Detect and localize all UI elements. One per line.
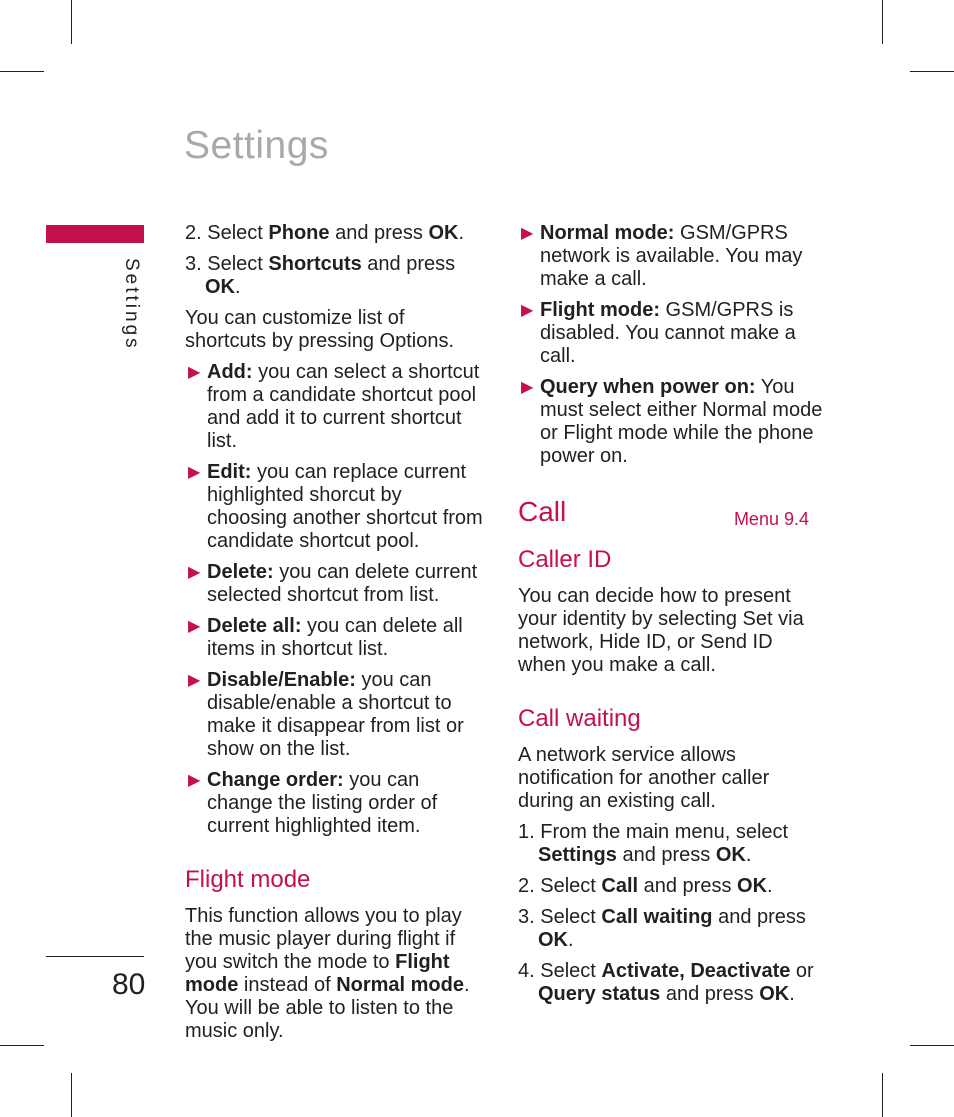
bullet-item: ▶ Delete: you can delete current selected shortcut from list. bbox=[188, 561, 478, 606]
crop-mark bbox=[882, 1073, 883, 1117]
step-item: 2. Select Phone and press OK. bbox=[185, 222, 465, 244]
crop-mark bbox=[910, 71, 954, 72]
bullet-item: ▶ Add: you can select a shortcut from a candidate shortcut pool and add it to current shortcut list. bbox=[188, 361, 480, 452]
crop-mark bbox=[882, 0, 883, 44]
crop-mark bbox=[71, 0, 72, 44]
left-column bbox=[185, 222, 485, 1051]
arrow-right-icon: ▶ bbox=[521, 225, 534, 242]
arrow-right-icon: ▶ bbox=[521, 302, 534, 319]
step-item: 1. From the main menu, select Settings and press OK. bbox=[518, 821, 789, 866]
flight-mode-text: This function allows you to play the music player during flight if you switch the mode to Flight mode instead of Normal mode. You will be able to listen to the music only. bbox=[185, 905, 470, 1042]
call-waiting-text: A network service allows notification for another caller during an existing call. bbox=[518, 744, 770, 812]
step-item: 3. Select Call waiting and press OK. bbox=[518, 906, 806, 951]
call-waiting-heading: Call waiting bbox=[518, 705, 641, 732]
side-section-label: Settings bbox=[121, 258, 142, 351]
menu-number: Menu 9.4 bbox=[733, 509, 809, 529]
arrow-right-icon: ▶ bbox=[188, 618, 201, 635]
page-number: 80 bbox=[112, 968, 146, 1001]
bullet-item: ▶ Change order: you can change the listing order of current highlighted item. bbox=[188, 769, 438, 837]
crop-mark bbox=[0, 1045, 44, 1046]
paragraph: You can customize list of shortcuts by pressing Options. bbox=[185, 307, 455, 352]
section-tab-bar bbox=[46, 225, 144, 243]
bullet-item: ▶ Disable/Enable: you can disable/enable a shortcut to make it disappear from list or show on the list. bbox=[188, 669, 464, 760]
bullet-item: ▶ Query when power on: You must select either Normal mode or Flight mode while the phone power on. bbox=[521, 376, 823, 467]
bullet-item: ▶ Normal mode: GSM/GPRS network is available. You may make a call. bbox=[521, 222, 803, 290]
arrow-right-icon: ▶ bbox=[188, 564, 201, 581]
caller-id-text: You can decide how to present your identity by selecting Set via network, Hide ID, or Send ID when you make a call. bbox=[518, 585, 804, 676]
step-item: 2. Select Call and press OK. bbox=[518, 875, 773, 897]
caller-id-heading: Caller ID bbox=[518, 546, 612, 573]
crop-mark bbox=[71, 1073, 72, 1117]
step-item: 4. Select Activate, Deactivate or Query status and press OK. bbox=[518, 960, 814, 1005]
bullet-item: ▶ Delete all: you can delete all items in shortcut list. bbox=[188, 615, 463, 660]
bullet-item: ▶ Edit: you can replace current highlighted shorcut by choosing another shortcut from candidate shortcut pool. bbox=[188, 461, 483, 552]
crop-mark bbox=[0, 71, 44, 72]
arrow-right-icon: ▶ bbox=[188, 672, 201, 689]
bullet-item: ▶ Flight mode: GSM/GPRS is disabled. You cannot make a call. bbox=[521, 299, 796, 367]
crop-mark bbox=[910, 1045, 954, 1046]
right-column bbox=[518, 222, 823, 1014]
flight-mode-heading: Flight mode bbox=[185, 866, 311, 893]
arrow-right-icon: ▶ bbox=[188, 772, 201, 789]
arrow-right-icon: ▶ bbox=[521, 379, 534, 396]
call-heading-row bbox=[518, 496, 823, 530]
call-heading: Call bbox=[518, 496, 567, 527]
arrow-right-icon: ▶ bbox=[188, 464, 201, 481]
step-item: 3. Select Shortcuts and press OK. bbox=[185, 253, 456, 298]
page-title: Settings bbox=[184, 124, 329, 167]
page-number-rule bbox=[46, 956, 144, 957]
arrow-right-icon: ▶ bbox=[188, 364, 201, 381]
